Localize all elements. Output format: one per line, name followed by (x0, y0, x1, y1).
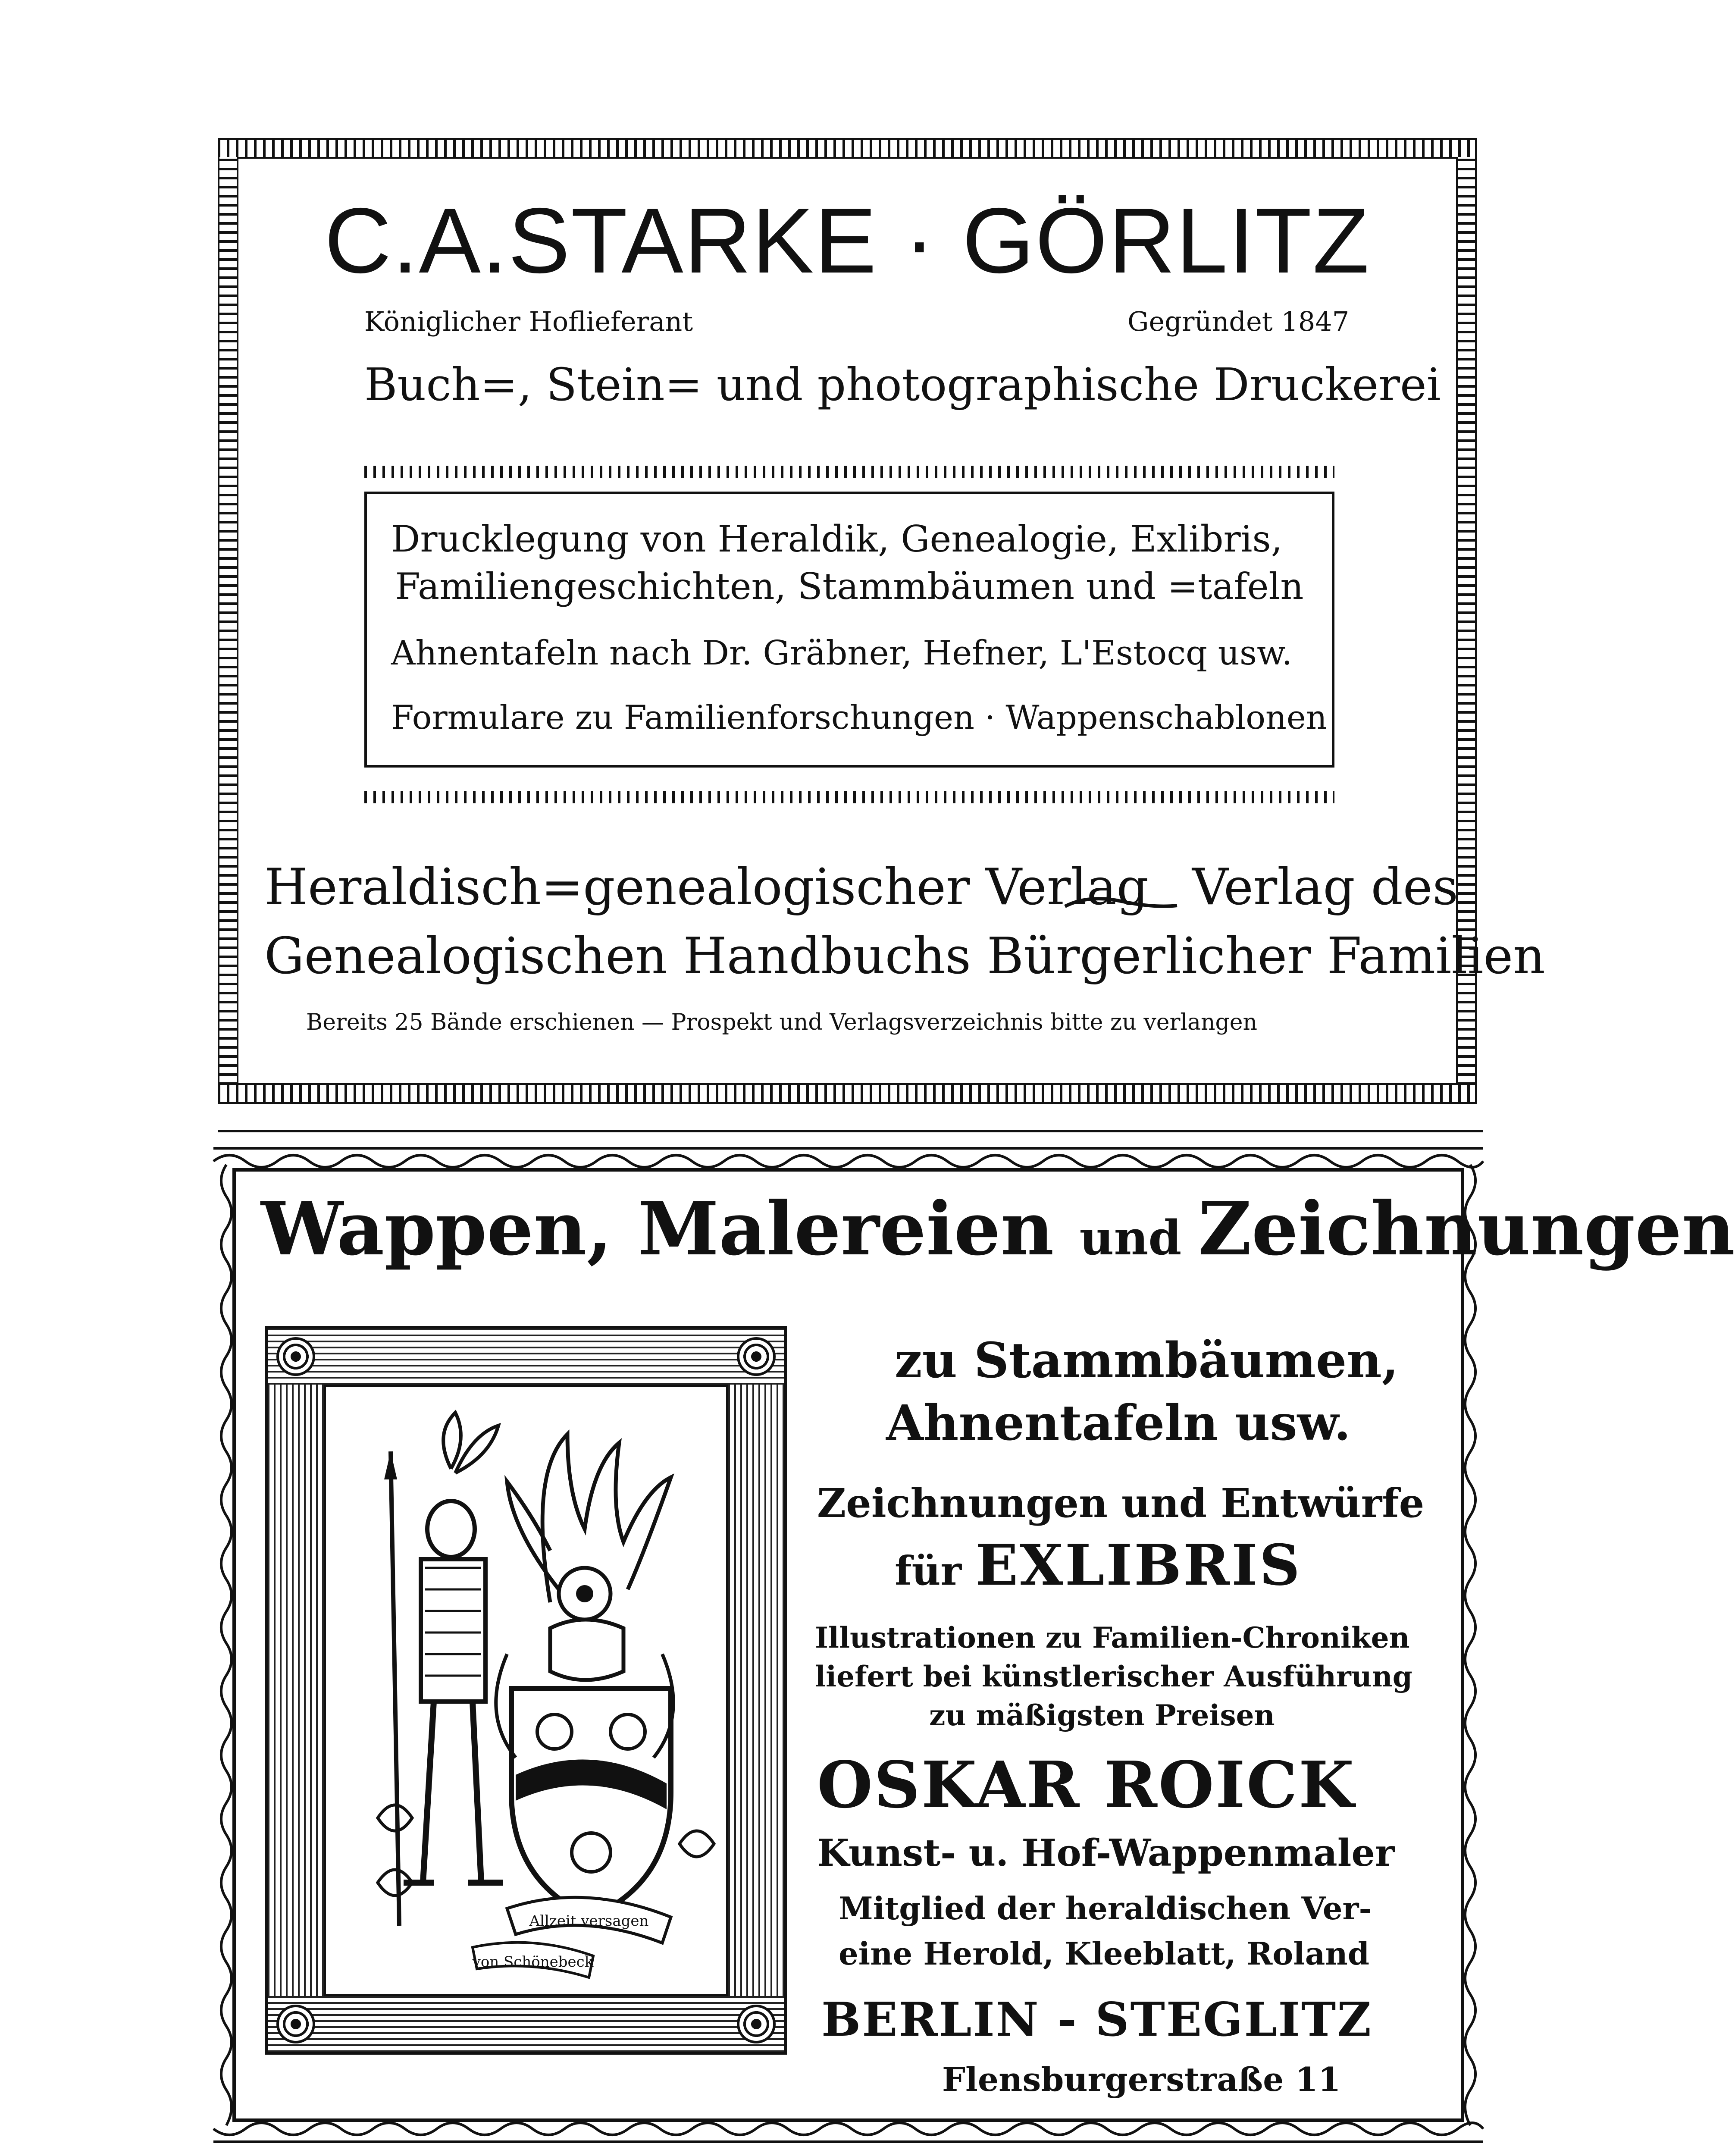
membership-line-2: eine Herold, Kleeblatt, Roland (839, 1935, 1370, 1972)
box-hatch-bottom (364, 791, 1334, 803)
membership-line-1: Mitglied der heraldischen Ver- (839, 1890, 1372, 1927)
coat-of-arms-picture (265, 1326, 787, 2055)
services-line-4: Formulare zu Familienforschungen · Wappenschablonen (391, 698, 1327, 736)
picture-frame-top (268, 1329, 784, 1385)
picture-frame-bottom (268, 1996, 784, 2052)
rosette-icon (737, 2005, 776, 2043)
services-line-3: Ahnentafeln nach Dr. Gräbner, Hefner, L'Estocq usw. (391, 634, 1293, 673)
street-address: Flensburgerstraße 11 (942, 2060, 1341, 2099)
exlibris-prefix: für (895, 1548, 975, 1594)
services-box (364, 492, 1334, 768)
headline-part-2: und (1079, 1210, 1198, 1266)
picture-frame-right (728, 1385, 784, 1996)
artist-role: Kunst- u. Hof-Wappenmaler (817, 1831, 1395, 1875)
exlibris-title: EXLIBRIS (975, 1532, 1302, 1598)
knight-coat-of-arms-illustration (326, 1387, 726, 1994)
swash-ornament (1063, 893, 1179, 911)
business-description: Buch=, Stein= und photographische Druckerei (364, 358, 1441, 411)
headline (261, 1186, 1735, 1272)
picture-frame-left (268, 1385, 324, 1996)
sub-line-preise: zu mäßigsten Preisen (929, 1698, 1275, 1732)
picture-inner-panel (324, 1385, 728, 1996)
headline-part-3: Zeichnungen (1198, 1186, 1735, 1272)
founded-label: Gegründet 1847 (1127, 306, 1350, 337)
city-label: BERLIN - STEGLITZ (821, 1993, 1373, 2047)
sub-line-illustrationen: Illustrationen zu Familien-Chroniken (815, 1621, 1410, 1655)
company-title: C.A.STARKE · GÖRLITZ (324, 188, 1370, 292)
headline-part-1: Wappen, Malereien (261, 1186, 1080, 1272)
volumes-note: Bereits 25 Bände erschienen — Prospekt und Verlagsverzeichnis bitte zu verlangen (306, 1009, 1258, 1035)
sub-line-zeichnungen: Zeichnungen und Entwürfe (817, 1480, 1425, 1526)
artist-name: OSKAR ROICK (817, 1747, 1356, 1822)
roick-advertisement (213, 1145, 1735, 2145)
wavy-border-left (213, 1165, 231, 2125)
wavy-border-bottom (213, 2125, 1483, 2145)
services-line-1: Drucklegung von Heraldik, Genealogie, Exlibris, (391, 518, 1283, 560)
rosette-icon (276, 1337, 315, 1376)
rosette-icon (737, 1337, 776, 1376)
handbook-title: Genealogischen Handbuchs Bürgerlicher Familien (264, 927, 1545, 985)
rosette-icon (276, 2005, 315, 2043)
starke-advertisement (218, 138, 1545, 1104)
publisher-right-label: Verlag des (1192, 858, 1459, 916)
artist-signature: von Schönebeck (472, 1953, 594, 1971)
exlibris-line (895, 1532, 1302, 1598)
sub-line-stammbaeume: zu Stammbäumen, (895, 1332, 1399, 1389)
purveyor-label: Königlicher Hoflieferant (364, 306, 693, 337)
services-line-2: Familiengeschichten, Stammbäumen und =tafeln (395, 565, 1304, 608)
banner-text: Allzeit versagen (529, 1912, 649, 1930)
section-divider (218, 1130, 1483, 1132)
wavy-border-right (1466, 1165, 1483, 2125)
sub-line-ahnentafeln: Ahnentafeln usw. (886, 1395, 1351, 1451)
sub-line-ausfuehrung: liefert bei künstlerischer Ausführung (815, 1660, 1412, 1693)
publisher-label: Heraldisch=genealogischer Verlag (264, 858, 1149, 916)
box-hatch-top (364, 466, 1334, 478)
wavy-border-top (213, 1145, 1483, 1165)
